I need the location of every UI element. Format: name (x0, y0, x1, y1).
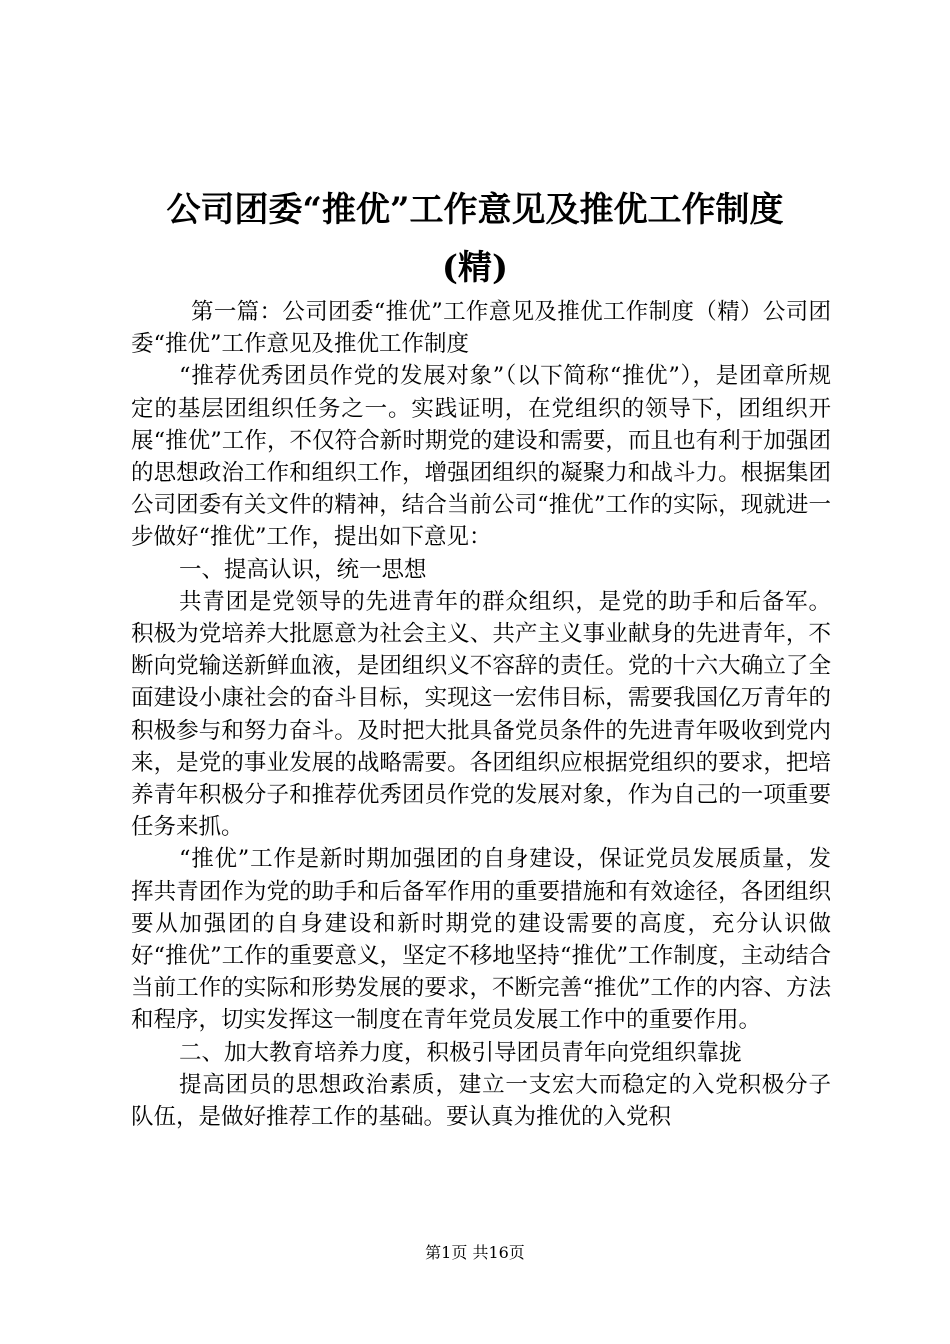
paragraph-section-1b: “推优”工作是新时期加强团的自身建设，保证党员发展质量，发挥共青团作为党的助手和后备军作用的重要措施和有效途径，各团组织要从加强团的自身建设和新时期党的建设需要的高度，充分认识做好“推优”工作的重要意义，坚定不移地坚持“推优”工作制度，主动结合当前工作的实际和形势发展的要求，不断完善“推优”工作的内容、方法和程序，切实发挥这一制度在青年党员发展工作中的重要作用。 (131, 846, 831, 1034)
section-heading-2: 二、加大教育培养力度，积极引导团员青年向党组织靠拢 (179, 1039, 742, 1066)
paragraph-intro: 第一篇：公司团委“推优”工作意见及推优工作制度（精）公司团委“推优”工作意见及推优工作制度 (131, 299, 831, 358)
paragraph-section-2a: 提高团员的思想政治素质，建立一支宏大而稳定的入党积极分子队伍，是做好推荐工作的基础。要认真为推优的入党积 (131, 1071, 831, 1131)
paragraph-preface: “推荐优秀团员作党的发展对象”（以下简称“推优”），是团章所规定的基层团组织任务之一。实践证明，在党组织的领导下，团组织开展“推优”工作，不仅符合新时期党的建设和需要，而且也有利于加强团的思想政治工作和组织工作，增强团组织的凝聚力和战斗力。根据集团公司团委有关文件的精神，结合当前公司“推优”工作的实际，现就进一步做好“推优”工作，提出如下意见： (131, 363, 831, 551)
document-body (131, 296, 831, 1133)
paragraph-section-1a: 共青团是党领导的先进青年的群众组织，是党的助手和后备军。积极为党培养大批愿意为社会主义、共产主义事业献身的先进青年，不断向党输送新鲜血液，是团组织义不容辞的责任。党的十六大确立了全面建设小康社会的奋斗目标，实现这一宏伟目标，需要我国亿万青年的积极参与和努力奋斗。及时把大批具备党员条件的先进青年吸收到党内来，是党的事业发展的战略需要。各团组织应根据党组织的要求，把培养青年积极分子和推荐优秀团员作党的发展对象，作为自己的一项重要任务来抓。 (131, 588, 831, 841)
document-title-line-1: 公司团委“推优”工作意见及推优工作制度 (166, 190, 784, 230)
page-footer: 第1页 共16页 (425, 1243, 525, 1262)
document-title-line-2: (精) (441, 248, 509, 288)
section-heading-1: 一、提高认识，统一思想 (179, 556, 427, 583)
